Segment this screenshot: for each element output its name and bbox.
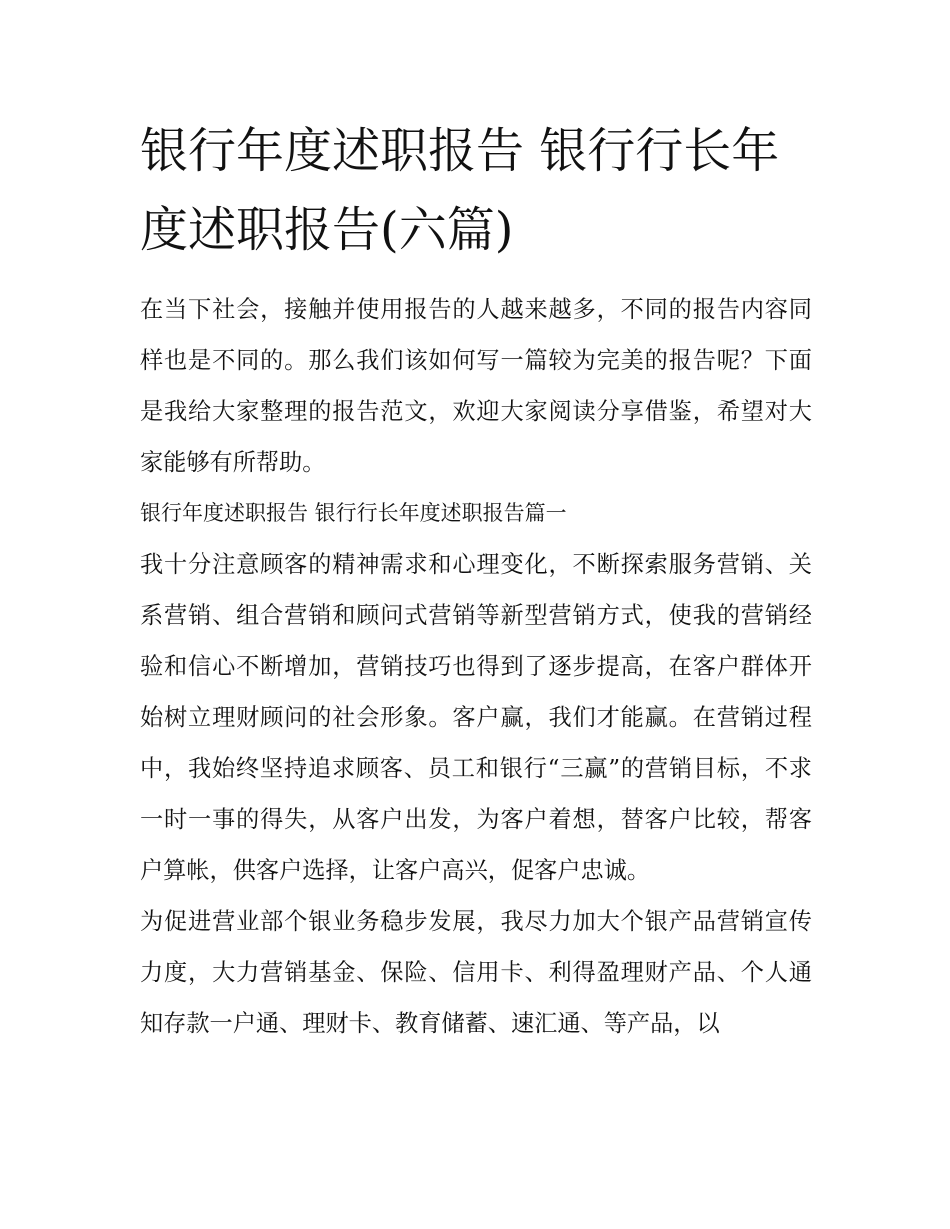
document-title: 银行年度述职报告 银行行长年度述职报告(六篇) xyxy=(140,123,780,258)
body-paragraph-2: 为促进营业部个银业务稳步发展，我尽力加大个银产品营销宣传力度，大力营销基金、保险、信用卡、利得盈理财产品、个人通知存款一户通、理财卡、教育储蓄、速汇通、等产品，以 xyxy=(140,908,812,1037)
intro-paragraph: 在当下社会，接触并使用报告的人越来越多，不同的报告内容同样也是不同的。那么我们该如何写一篇较为完美的报告呢？下面是我给大家整理的报告范文，欢迎大家阅读分享借鉴，希望对大家能够有所帮助。 xyxy=(140,296,812,476)
document-page xyxy=(140,112,812,1049)
body-paragraph-1: 我十分注意顾客的精神需求和心理变化，不断探索服务营销、关系营销、组合营销和顾问式营销等新型营销方式，使我的营销经验和信心不断增加，营销技巧也得到了逐步提高，在客户群体开始树立理财顾问的社会形象。客户赢，我们才能赢。在营销过程中，我始终坚持追求顾客、员工和银行“三赢”的营销目标，不求一时一事的得失，从客户出发，为客户着想，替客户比较，帮客户算帐，供客户选择，让客户高兴，促客户忠诚。 xyxy=(140,551,812,884)
section-heading: 银行年度述职报告 银行行长年度述职报告篇一 xyxy=(140,501,567,525)
